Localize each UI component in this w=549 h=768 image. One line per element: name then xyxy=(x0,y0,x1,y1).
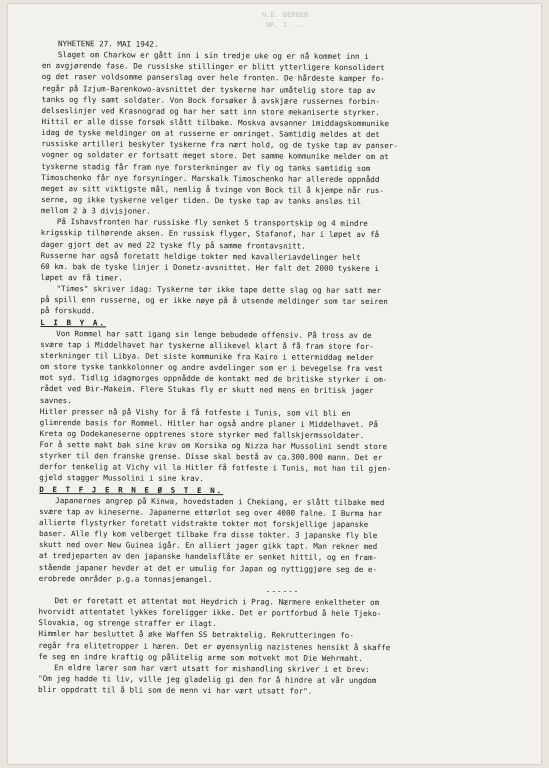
paragraph-line: meget av sitt viktigste mål, nemlig å tvinge von Bock til å kjempe når rus- xyxy=(41,183,384,195)
libya-line: sterkninger til Libya. Det siste kommunike fra Kairo i ettermiddag melder xyxy=(40,350,374,362)
paragraph-line: tanks og fly samt soldater. Von Bock forsøker å avskjære russernes forbin- xyxy=(41,94,380,106)
closing-line: Det er foretatt et attentat mot Heydrich i Prag. Nærmere enkeltheter om xyxy=(54,596,380,608)
paragraph-line: regår på Izjum-Barenkowo-avsnittet der tyskerne har umåtelig store tap av xyxy=(41,83,376,95)
closing-line: "Om jeg hadde ti liv, ville jeg gladelig gi den for å hindre at vår ungdom xyxy=(38,674,377,686)
far-east-line: allierte flystyrker foretatt vidstrakte tokter mot forskjellige japanske xyxy=(39,518,369,530)
paragraph-line: Timoschenko får nye forsyninger. Marskalk Timoschenko har allerede oppnådd xyxy=(41,172,380,184)
closing-line: En eldre lærer som har vært utsatt for mishandling skriver i et brev: xyxy=(54,662,370,674)
far-east-line: baser. Alle fly kom velberget tilbake fra disse tokter. 3 japanske fly ble xyxy=(38,529,378,541)
libya-line: gjeld stagger Mussolini i sine krav. xyxy=(39,473,204,484)
paragraph-line: Hittil er alle disse forsøk slått tilbake. Moskva avsanner imiddagskommunike xyxy=(41,116,389,129)
libya-line: glimrende basis for Rommel. Hitler har også andre planer i Middelhavet. På xyxy=(39,417,379,429)
section-heading-far-east: D E T F J E R N E Ø S T E N. xyxy=(39,484,224,495)
libya-line: Kreta og Dodekaneserne opptrenes store styrker med fallskjermssoldater. xyxy=(39,428,365,440)
paragraph-line: vogner og soldater er fortsatt meget store. Det samme kommunike melder om at xyxy=(41,150,389,162)
closing-line: Slovakia, og strenge straffer er ilagt. xyxy=(38,618,217,629)
document-sheet xyxy=(8,4,541,764)
section-heading-libya: L I B Y A. xyxy=(40,317,107,327)
far-east-line: Japanernes angrep på Kinwa, hovedstaden i Chekiang, er slått tilbake med xyxy=(55,495,385,507)
libya-line: Von Rommel har satt igang sin lenge bebudede offensiv. På tross av de xyxy=(56,328,372,340)
paragraph-line: 60 km. bak de tyske linjer i Donetz-avsnittet. Her falt det 2000 tyskere i xyxy=(40,261,379,273)
date-line: NYHETENE 27. MAI 1942. xyxy=(57,39,159,49)
libya-line: styrker til den franske grense. Disse skal bestå av ca.300.000 mann. Det er xyxy=(39,451,383,463)
paragraph-line: dager gjort det av med 22 tyske fly på samme frontavsnitt. xyxy=(40,239,306,251)
paragraph-line: serne, og ikke tyskerne velger tiden. De tyske tap av tanks ansløs til xyxy=(40,194,362,206)
closing-line: hvorvidt attentatet lykkes foreligger ikke. Det er portforbud å hele Tjeko- xyxy=(38,607,382,619)
far-east-line: stående japaner hevder at det er umulig for Japan og nyttiggjøre seg de e- xyxy=(38,562,378,574)
libya-line: savnes. xyxy=(39,395,72,405)
document-body xyxy=(38,38,530,698)
libya-line: For å sette makt bak sine krav om Korsika og Nizza har Mussolini sendt store xyxy=(39,440,388,452)
libya-line: derfor tenkelig at Vichy vil la Hitler få fotfeste i Tunis, mot han til gjen- xyxy=(39,462,392,474)
paragraph-line: krigsskip tilhørende aksen. En russisk flyger, Stafanof, har i løpet av få xyxy=(40,228,380,240)
libya-line: rådet ved Bir-Makeim. Flere Stukas fly er skutt ned mens en britisk jager xyxy=(39,384,374,396)
paragraph-line: og det raser voldsomme panserslag over hele fronten. De hårdeste kamper fo- xyxy=(41,72,385,84)
libya-line: svære tap i Middelhavet har tyskerne allikevel klart å få fram store for- xyxy=(40,339,374,351)
far-east-line: svære tap av kineserne. Japanerne ettørlot seg over 4000 falne. I Burma har xyxy=(39,506,383,518)
closing-line: Himmler har besluttet å øke Waffen SS betraktelig. Rekrutteringen fo- xyxy=(38,629,354,641)
libya-line: Hitler presser nå på Vishy for å få fotfeste i Tunis, som vil bli en xyxy=(39,406,351,418)
paragraph-line: løpet av få timer. xyxy=(40,272,123,283)
paragraph-line: "Times" skriver idag: Tyskerne tør ikke tape dette slag og har satt mer xyxy=(56,284,382,296)
paragraph-line: på spill enn russerne, og er ikke nøye på å utsende meldinger som tar seiren xyxy=(40,295,388,307)
paragraph-line: Russerne har også foretatt heldige tokter med kavalleriavdelinger helt xyxy=(40,250,361,262)
paragraph-line: mellom 2 à 3 divisjoner. xyxy=(40,206,151,216)
paragraph-line: russiske artilleri beskyter tyskerne fra nært hold, og de tyske tap av panser- xyxy=(41,139,398,151)
paragraph-line: På Ishavsfronten har russiske fly senket 5 transportskip og 4 mindre xyxy=(56,217,368,229)
closing-line: fe seg en indre kraftig og pålitelig arme som motvekt mot Die Wehrmaht. xyxy=(38,651,363,663)
libya-line: om store tyske tankkolonner og andre avdelinger som er i bevegelse fra vest xyxy=(39,362,383,374)
libya-line: mot syd. Tidlig idagmorges oppnådde de kontakt med de britiske styrker i om- xyxy=(39,373,388,385)
paragraph-line: idag de tyske meldinger om at russerne er omringet. Samtidig meldes at det xyxy=(41,128,380,140)
paragraph-line: Slaget om Charkow er gått inn i sin tredje uke og er nå kommet inn i xyxy=(57,50,369,62)
closing-line: regår fra elitetropper i hæren. Det er øyensynlig nazistenes hensikt å skaffe xyxy=(38,640,391,652)
paragraph-line: en avgjørende fase. De russiske stillinger er blitt ytterligere konsolidert xyxy=(41,61,385,73)
closing-line: blir oppdratt til å bli som de menn vi har vært utsatt for". xyxy=(37,685,313,696)
section-divider: ------ xyxy=(265,586,300,596)
archive-stamp xyxy=(230,10,340,32)
stamp-line: N.E. BERGEN xyxy=(261,11,309,19)
far-east-line: skutt ned over New Guinea igår. En alliert jager gikk tapt. Man rekner med xyxy=(38,540,378,552)
paragraph-line: tyskerne stadig får fram nye forsterkninger av fly og tanks samtidig som xyxy=(41,161,371,173)
far-east-line: erobrede områder p.g.a tonnasjemangel. xyxy=(38,573,213,584)
paragraph-line: delseslinjer ved Krasnograd og har her satt inn store mekaniserte styrker. xyxy=(41,105,380,117)
far-east-line: at tredjeparten av den japanske handelsflåte er senket hittil, og en fram- xyxy=(38,551,378,563)
paragraph-line: på forskudd. xyxy=(40,306,96,316)
stamp-line: NR. 1 ... xyxy=(266,21,304,29)
